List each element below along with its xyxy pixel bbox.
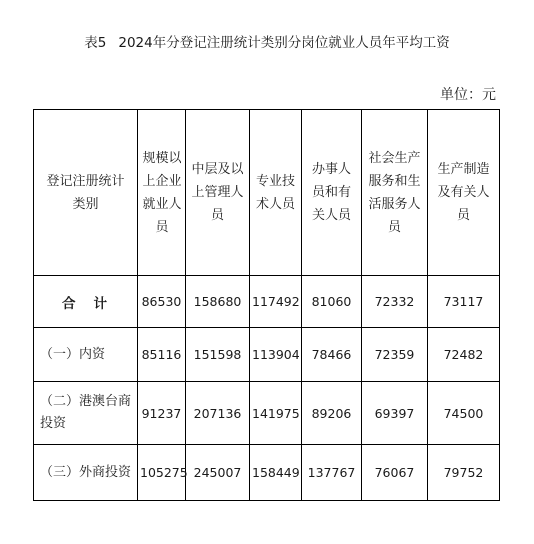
unit-label: 单位：元 bbox=[440, 87, 496, 103]
row-label: （三）外商投资 bbox=[34, 445, 138, 501]
table-cell: 72482 bbox=[428, 328, 500, 382]
table-cell: 81060 bbox=[302, 276, 362, 328]
row-header-label: 登记注册统计类别 bbox=[46, 173, 125, 212]
table-cell: 86530 bbox=[138, 276, 186, 328]
table-cell: 72332 bbox=[362, 276, 428, 328]
header-row bbox=[34, 110, 500, 276]
table-cell: 158449 bbox=[250, 445, 302, 501]
table-cell: 158680 bbox=[186, 276, 250, 328]
column-header bbox=[250, 110, 302, 276]
table-number: 表5 bbox=[84, 35, 107, 51]
table-cell: 74500 bbox=[428, 382, 500, 445]
table-row bbox=[34, 445, 500, 501]
table-row bbox=[34, 328, 500, 382]
table-cell: 85116 bbox=[138, 328, 186, 382]
table-title bbox=[0, 31, 534, 51]
row-label: 合计 bbox=[34, 276, 138, 328]
column-header bbox=[302, 110, 362, 276]
table-cell: 79752 bbox=[428, 445, 500, 501]
table-cell: 91237 bbox=[138, 382, 186, 445]
table-cell: 207136 bbox=[186, 382, 250, 445]
table-row-total bbox=[34, 276, 500, 328]
column-header-label: 社会生产服务和生活服务人员 bbox=[368, 150, 421, 235]
table-cell: 137767 bbox=[302, 445, 362, 501]
column-header-label: 办事人员和有关人员 bbox=[311, 162, 351, 223]
row-label: （二）港澳台商投资 bbox=[34, 382, 138, 445]
table-cell: 69397 bbox=[362, 382, 428, 445]
column-header bbox=[138, 110, 186, 276]
table-cell: 76067 bbox=[362, 445, 428, 501]
table-cell: 245007 bbox=[186, 445, 250, 501]
table-cell: 117492 bbox=[250, 276, 302, 328]
column-header-label: 专业技术人员 bbox=[255, 173, 295, 212]
table-cell: 73117 bbox=[428, 276, 500, 328]
table-cell: 113904 bbox=[250, 328, 302, 382]
table-cell: 89206 bbox=[302, 382, 362, 445]
table-cell: 105275 bbox=[138, 445, 186, 501]
wage-table bbox=[33, 109, 500, 501]
column-header-label: 生产制造及有关人员 bbox=[437, 162, 490, 223]
column-header-label: 规模以上企业就业人员 bbox=[142, 150, 182, 235]
table-cell: 141975 bbox=[250, 382, 302, 445]
column-header-label: 中层及以上管理人员 bbox=[191, 162, 244, 223]
table-title-text: 2024年分登记注册统计类别分岗位就业人员年平均工资 bbox=[118, 35, 450, 51]
row-header-cell bbox=[34, 110, 138, 276]
row-label: （一）内资 bbox=[34, 328, 138, 382]
table-cell: 78466 bbox=[302, 328, 362, 382]
table-cell: 72359 bbox=[362, 328, 428, 382]
column-header bbox=[362, 110, 428, 276]
table-cell: 151598 bbox=[186, 328, 250, 382]
table-row bbox=[34, 382, 500, 445]
column-header bbox=[186, 110, 250, 276]
column-header bbox=[428, 110, 500, 276]
